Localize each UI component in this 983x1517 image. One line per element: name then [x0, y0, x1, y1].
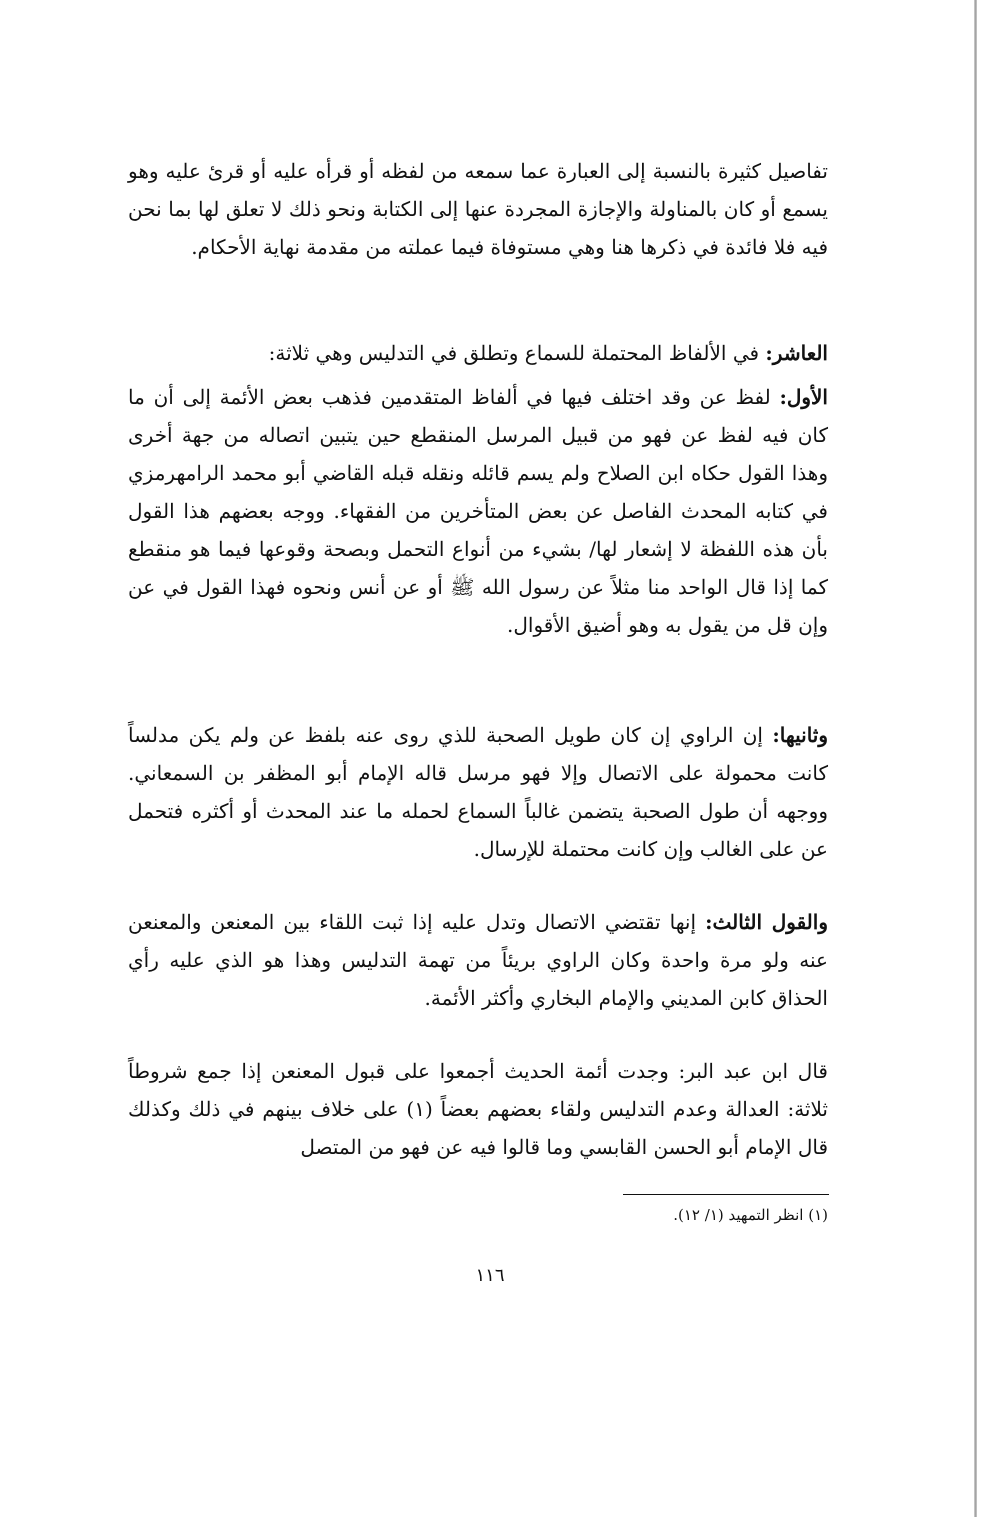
paragraph-2-heading: العاشر:: [765, 341, 828, 365]
paragraph-5-heading: والقول الثالث:: [705, 910, 828, 934]
paragraph-5-text: إنها تقتضي الاتصال وتدل عليه إذا ثبت اللقاء بين المعنعن والمعنعن عنه ولو مرة واحدة وكان الراوي بريئاً من تهمة التدليس وهذا هو الذي عليه رأي الحذاق كابن المديني والإمام البخاري وأكثر الأئمة.: [128, 910, 828, 1010]
paragraph-3-text: لفظ عن وقد اختلف فيها في ألفاظ المتقدمين فذهب بعض الأئمة إلى أن ما كان فيه لفظ عن فهو من قبيل المرسل المنقطع حين يتبين اتصاله من جهة أخرى وهذا القول حكاه ابن الصلاح ولم يسم قائله ونقله قبله القاضي أبو محمد الرامهرمزي في كتابه المحدث الفاصل عن بعض المتأخرين من الفقهاء. ووجه بعضهم هذا القول بأن هذه اللفظة لا إشعار لها/ بشيء من أنواع التحمل وبصحة وقوعها فيما هو منقطع كما إذا قال الواحد منا مثلاً عن رسول الله ﷺ أو عن أنس ونحوه فهذا القول في عن وإن قل من يقول به وهو أضيق الأقوال.: [128, 385, 829, 637]
paragraph-3-heading: الأول:: [779, 385, 828, 409]
footnote-divider: [623, 1194, 829, 1195]
paragraph-2: [128, 334, 828, 372]
paragraph-4-heading: وثانيها:: [772, 723, 829, 747]
scan-edge-shadow: [974, 0, 977, 1517]
paragraph-4-text: إن الراوي إن كان طويل الصحبة للذي روى عنه بلفظ عن ولم يكن مدلساً كانت محمولة على الاتصال وإلا فهو مرسل قاله الإمام أبو المظفر بن السمعاني. ووجهه أن طول الصحبة يتضمن غالباً السماع لحمله ما عند المحدث أو أكثره فتحمل عن على الغالب وإن كانت محتملة للإرسال.: [128, 723, 828, 861]
paragraph-3: [128, 378, 828, 644]
page-number: ١١٦: [475, 1265, 505, 1286]
footnote: (١) انظر التمهيد (١/ ١٢).: [673, 1206, 828, 1224]
paragraph-6-text: قال ابن عبد البر: وجدت أئمة الحديث أجمعوا على قبول المعنعن إذا جمع شروطاً ثلاثة: العدالة وعدم التدليس ولقاء بعضهم بعضاً (١) على خلاف بينهم في ذلك وكذلك قال الإمام أبو الحسن القابسي وما قالوا فيه عن فهو من المتصل: [128, 1059, 828, 1159]
paragraph-2-text: في الألفاظ المحتملة للسماع وتطلق في التدليس وهي ثلاثة:: [268, 341, 760, 365]
paragraph-1: [128, 152, 828, 266]
paragraph-6: [128, 1052, 828, 1166]
paragraph-4: [128, 716, 828, 868]
paragraph-1-text: تفاصيل كثيرة بالنسبة إلى العبارة عما سمعه من لفظه أو قرأه عليه أو قرئ عليه وهو يسمع أو كان بالمناولة والإجازة المجردة عنها إلى الكتابة ونحو ذلك لا تعلق لها بما نحن فيه فلا فائدة في ذكرها هنا وهي مستوفاة فيما عملته من مقدمة نهاية الأحكام.: [128, 159, 828, 259]
paragraph-5: [128, 903, 828, 1017]
